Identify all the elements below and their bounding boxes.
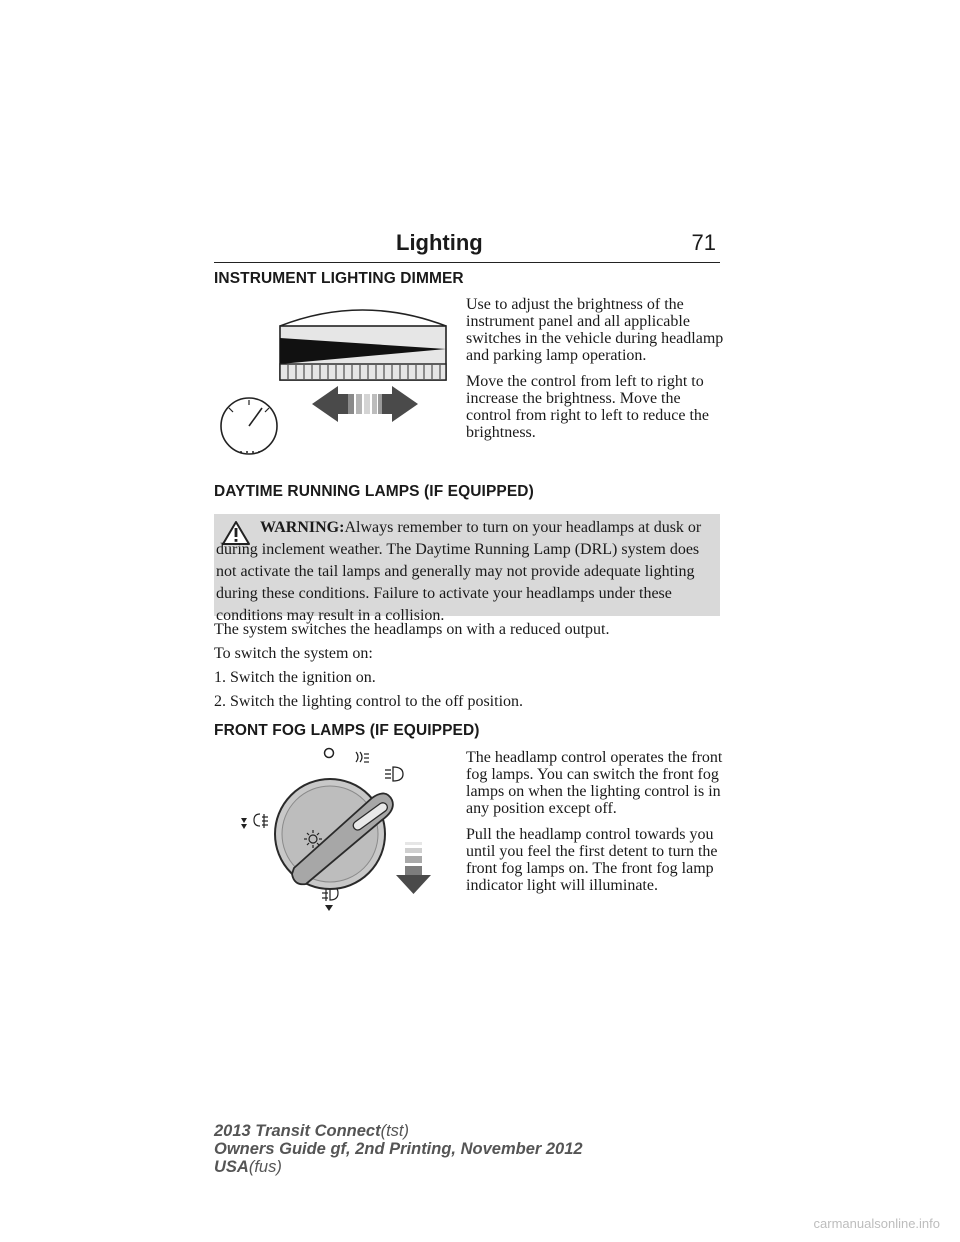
footer-line-3: [214, 1158, 583, 1176]
page-title: Lighting: [396, 230, 483, 255]
drl-heading: DAYTIME RUNNING LAMPS (IF EQUIPPED): [214, 483, 534, 500]
fog-text: [466, 749, 728, 903]
footer-line-1: [214, 1122, 583, 1140]
headlamp-control-dial-illustration: [232, 742, 448, 920]
footer-region-code: (fus): [248, 1158, 282, 1176]
dimmer-text: [466, 296, 728, 450]
pull-arrow-icon: [396, 842, 431, 894]
page-header: [214, 228, 720, 263]
drl-line-2: To switch the system on:: [214, 645, 373, 662]
page-footer: [214, 1122, 583, 1176]
dimmer-illustration: [214, 292, 450, 464]
watermark: carmanualsonline.info: [813, 1216, 940, 1231]
fog-paragraph-1: The headlamp control operates the front fog lamps. You can switch the front fog lamps on when the lighting control is in any position except off.: [466, 749, 723, 817]
dimmer-paragraph-1: Use to adjust the brightness of the instrument panel and all applicable switches in the vehicle during headlamp and parking lamp operation.: [466, 296, 724, 364]
fog-paragraph-2: Pull the headlamp control towards you until you feel the first detent to turn the front fog lamps on. The front fog lamp indicator light will illuminate.: [466, 826, 718, 894]
warning-body: Always remember to turn on your headlamps at dusk or during inclement weather. The Daytime Running Lamp (DRL) system does not activate the tail lamps and generally may not provide adequate lighting during these conditions. Failure to activate your headlamps under these conditions may result in a collision.: [216, 519, 702, 624]
warning-box: [214, 514, 720, 624]
footer-model-code: (tst): [380, 1122, 410, 1140]
drl-step-2: 2. Switch the lighting control to the off position.: [214, 693, 524, 710]
dimmer-paragraph-2: Move the control from left to right to increase the brightness. Move the control from right to left to reduce the brightness.: [466, 373, 710, 441]
speedometer-icon: [221, 398, 277, 454]
page-number: 71: [691, 230, 716, 255]
dimmer-heading: INSTRUMENT LIGHTING DIMMER: [214, 270, 464, 287]
warning-text: [216, 517, 711, 627]
footer-line-2: Owners Guide gf, 2nd Printing, November 2012: [214, 1140, 583, 1158]
warning-label: WARNING:: [260, 519, 345, 536]
fog-heading: FRONT FOG LAMPS (IF EQUIPPED): [214, 722, 480, 739]
drl-line-1: The system switches the headlamps on with a reduced output.: [214, 621, 610, 638]
footer-region: USA: [214, 1158, 249, 1176]
drl-step-1: 1. Switch the ignition on.: [214, 669, 376, 686]
footer-model: 2013 Transit Connect: [214, 1122, 381, 1140]
